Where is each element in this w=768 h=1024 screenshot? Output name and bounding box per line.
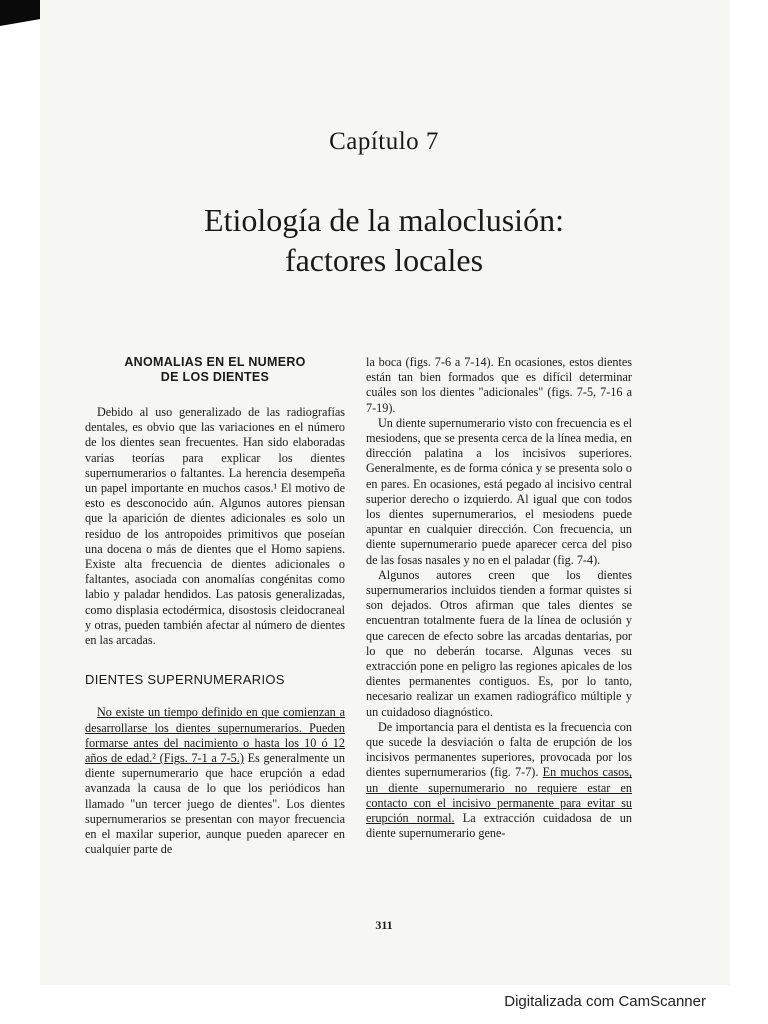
paragraph-supernumerarios (85, 705, 345, 857)
page-number: 311 (375, 918, 393, 932)
chapter-title-line-2: factores locales (284, 242, 484, 278)
chapter-label: Capítulo 7 (329, 128, 439, 155)
chapter-title (0, 200, 768, 280)
paragraph-mesiodens: Un diente supernumerario visto con frecuencia es el mesiodens, que se presenta cerca de la línea media, en dirección palatina a los incisivos superiores. Generalmente, es de forma cónica y se presenta solo o en pares. En ocasiones, está pegado al incisivo central superior derecho o izquierdo. Al igual que con todos los dientes supernumerarios, el mesiodens puede apuntar en cualquier dirección. Con frecuencia, un diente supernumerario puede aparecer cerca del piso de las fosas nasales y no en el paladar (fig. 7-4). (366, 415, 632, 567)
underlined-text: No existe un tiempo definido en que comienzan a desarrollarse los dientes supernumerarios. Pueden formarse antes del nacimiento o hasta los 10 ó 12 años de edad.² (Figs. 7-1 a 7-5.) (85, 705, 345, 766)
paragraph-quistes: Algunos autores creen que los dientes supernumerarios incluidos tienden a formar quistes si son dejados. Otros afirman que tales dientes se encuentran totalmente fuera de la línea de oclusión y que carecen de efecto sobre las arcadas dentarias, por lo que no deberán tocarse. Algunas veces su extracción pone en peligro las regiones apicales de los dientes permanentes contiguos. Es, por lo tanto, necesario realizar un examen radiográfico múltiple y un cuidadoso diagnóstico. (366, 567, 632, 719)
scanner-watermark: Digitalizada com CamScanner (504, 993, 706, 1010)
paragraph-importancia (366, 720, 632, 842)
paragraph-text: La extracción cuidadosa de un diente supernumerario gene- (366, 811, 632, 841)
paragraph-text: De importancia para el dentista es la frecuencia con que sucede la desviación o falta de erupción de los incisivos permanentes superiores, provocada por los dientes supernumerarios (fig. 7-7). (366, 719, 632, 780)
left-column (85, 355, 345, 857)
section-heading-line-2: DE LOS DIENTES (160, 370, 270, 384)
paragraph-anomalias: Debido al uso generalizado de las radiografías dentales, es obvio que las variaciones en el número de los dientes sean frecuentes. Han sido elaboradas varias teorías para explicar los dientes supernumerarios o faltantes. La herencia desempeña un papel importante en muchos casos.¹ El motivo de esto es desconocido aún. Algunos autores piensan que la aparición de dientes adicionales es solo un residuo de los antropoides primitivos que poseían una docena o más de dientes que el Homo sapiens. Existe alta frecuencia de dientes adicionales o faltantes, asociada con anomalías congénitas como labio y paladar hendidos. Las patosis generalizadas, como displasia ectodérmica, disostosis cleidocraneal y otras, pueden también afectar al número de dientes en las arcadas. (85, 405, 345, 648)
paragraph-text: Es generalmente un diente supernumerario que hace erupción a edad avanzada la causa de lo que los periódicos han llamado "un tercer juego de dientes". Los dientes supernumerarios se presentan con mayor frecuencia en el maxilar superior, aunque pueden aparecer en cualquier parte de (85, 751, 345, 857)
section-heading-anomalias (85, 355, 345, 385)
right-column (366, 355, 632, 842)
paragraph-continuation: la boca (figs. 7-6 a 7-14). En ocasiones, estos dientes están tan bien formados que es difícil determinar cuáles son los dientes "adicionales" (figs. 7-5, 7-16 a 7-19). (366, 355, 632, 415)
chapter-title-line-1: Etiología de la maloclusión: (204, 202, 564, 238)
underlined-text: En muchos casos, un diente supernumerario no requiere estar en contacto con el incisivo permanente para evitar su erupción normal. (366, 765, 632, 826)
section-heading-supernumerarios: DIENTES SUPERNUMERARIOS (85, 672, 285, 688)
section-heading-line-1: ANOMALIAS EN EL NUMERO (124, 355, 306, 369)
